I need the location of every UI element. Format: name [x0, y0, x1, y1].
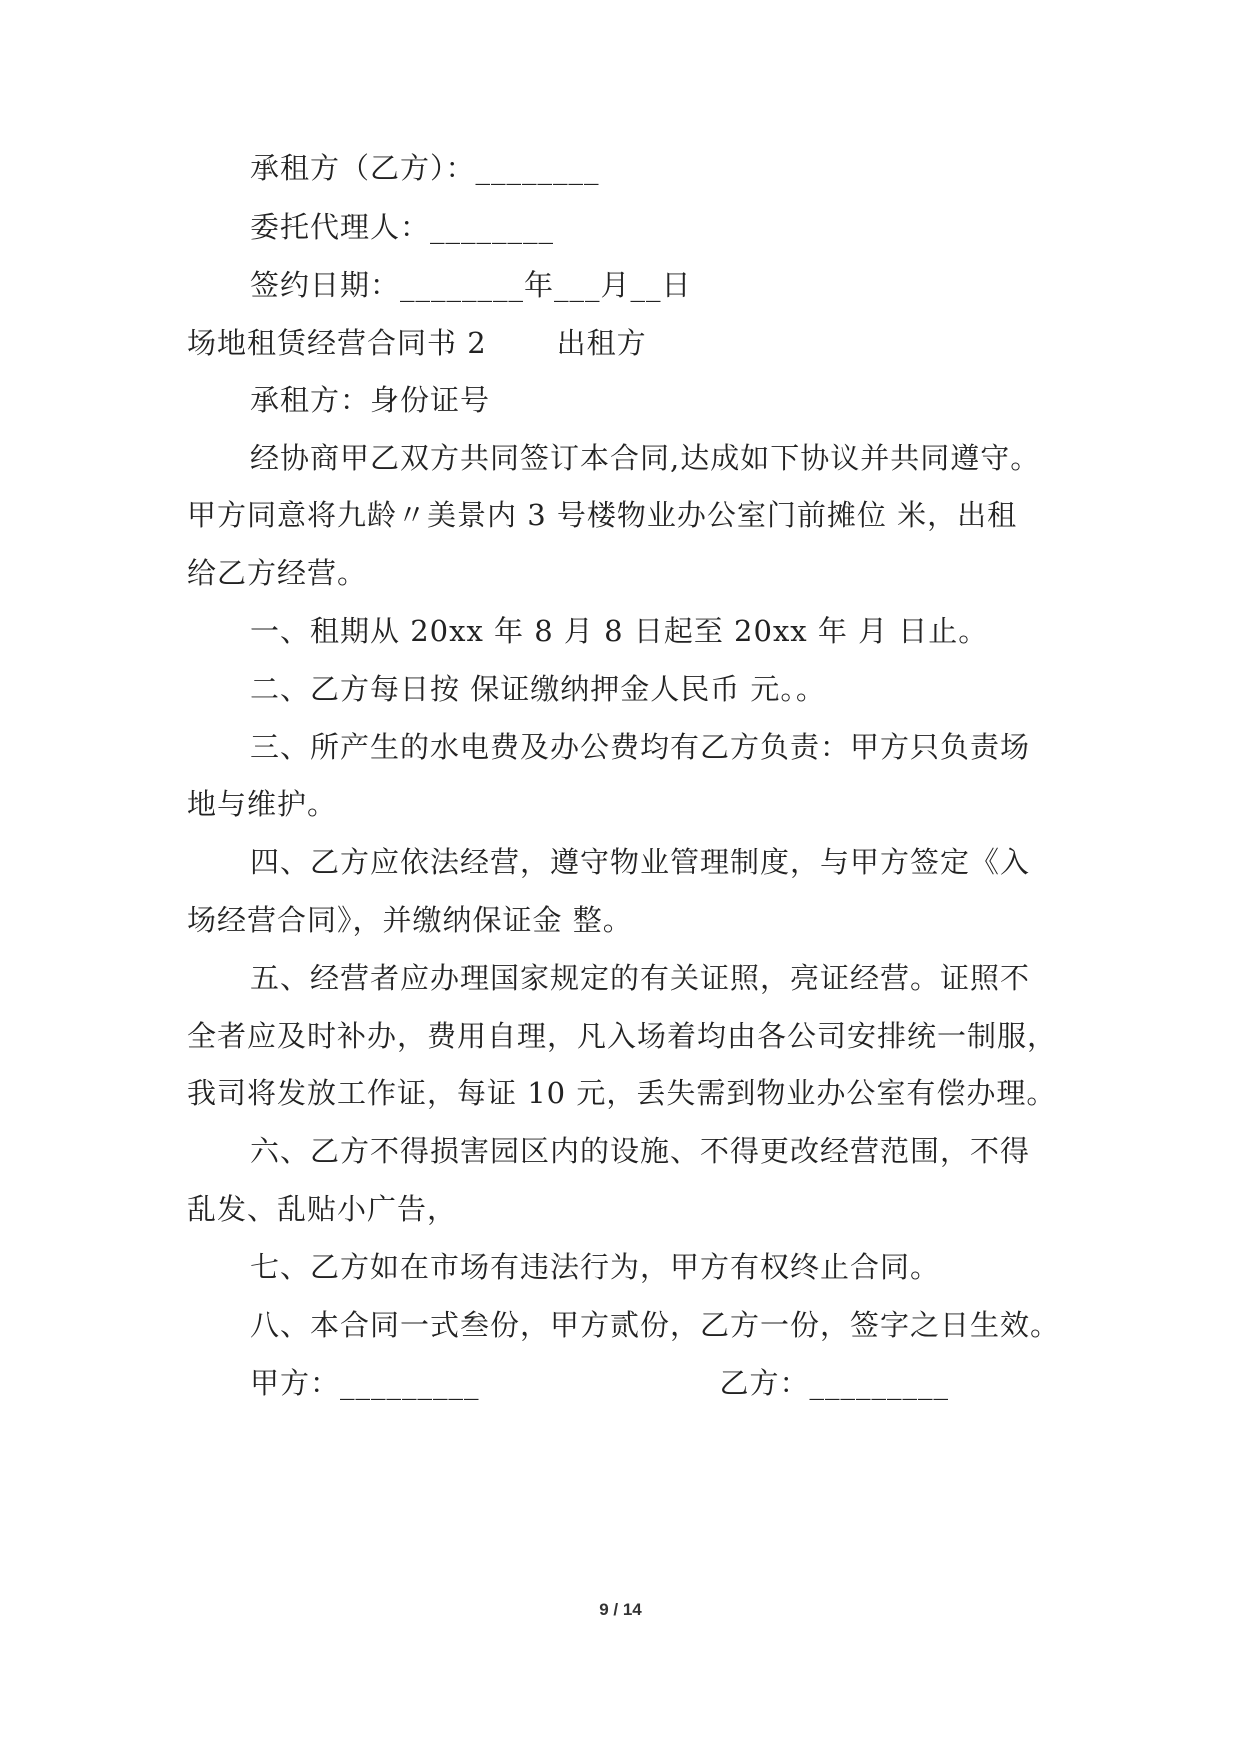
clause-1-line: 一、租期从 20xx 年 8 月 8 日起至 20xx 年 月 日止。: [250, 614, 989, 648]
clause-3-continuation: 地与维护。: [187, 787, 338, 821]
signature-line: [0, 1363, 1241, 1403]
party-a-signature: 甲方：_________: [250, 1366, 480, 1400]
paragraph-line: 甲方同意将九龄〃美景内 3 号楼物业办公室门前摊位 米，出租: [187, 498, 1018, 532]
clause-6-continuation: 乱发、乱贴小广告，: [187, 1192, 458, 1226]
agreement-intro-line: 经协商甲乙双方共同签订本合同,达成如下协议并共同遵守。: [250, 441, 1041, 475]
lessee-id-line: 承租方：身份证号: [250, 383, 491, 417]
clause-6-line: 六、乙方不得损害园区内的设施、不得更改经营范围，不得: [250, 1134, 1031, 1168]
party-b-signature: 乙方：_________: [719, 1366, 950, 1400]
lessee-party-b-line: 承租方（乙方）：________: [250, 151, 600, 185]
clause-7-line: 七、乙方如在市场有违法行为，甲方有权终止合同。: [250, 1250, 941, 1284]
clause-5-continuation: 我司将发放工作证，每证 10 元，丢失需到物业办公室有偿办理。: [187, 1076, 1057, 1110]
clause-4-line: 四、乙方应依法经营，遵守物业管理制度，与甲方签定《入: [250, 845, 1031, 879]
lessor-label: 出租方: [556, 326, 647, 360]
clause-5-line: 五、经营者应办理国家规定的有关证照，亮证经营。证照不: [250, 961, 1031, 995]
clause-5-continuation: 全者应及时补办，费用自理，凡入场着均由各公司安排统一制服，: [187, 1019, 1058, 1053]
contract-title: 场地租赁经营合同书 2: [187, 326, 487, 360]
clause-8-line: 八、本合同一式叁份，甲方贰份，乙方一份，签字之日生效。: [250, 1308, 1061, 1342]
contract-title-line: [0, 323, 1241, 363]
signing-date-line: 签约日期：________年___月__日: [250, 268, 692, 302]
page-indicator: 9 / 14: [599, 1600, 642, 1619]
agent-line: 委托代理人：________: [250, 210, 555, 244]
paragraph-line: 给乙方经营。: [187, 556, 368, 590]
clause-4-continuation: 场经营合同》，并缴纳保证金 整。: [187, 903, 633, 937]
clause-2-line: 二、乙方每日按 保证缴纳押金人民币 元。。: [250, 672, 826, 706]
clause-3-line: 三、所产生的水电费及办公费均有乙方负责：甲方只负责场: [250, 730, 1031, 764]
